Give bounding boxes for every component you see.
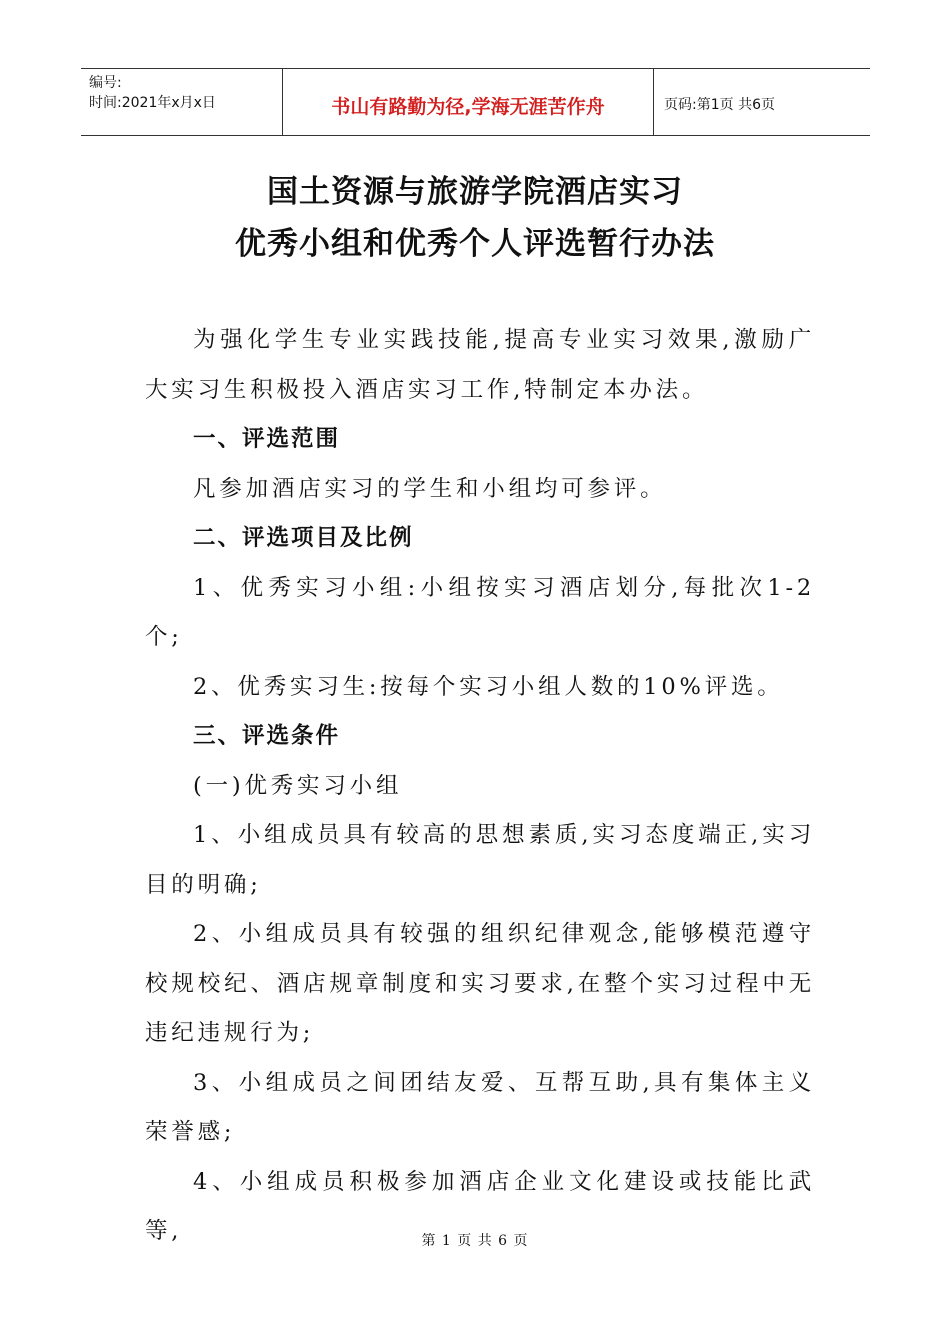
section-heading-items: 二、评选项目及比例	[193, 525, 414, 551]
header-page-info: 页码:第1页 共6页	[664, 97, 775, 113]
page-footer: 第 1 页 共 6 页	[421, 1233, 529, 1249]
intro-paragraph: 为强化学生专业实践技能,提高专业实习效果,激励广大实习生积极投入酒店实习工作,特制定本办法。	[145, 327, 815, 403]
document-title-line-2: 优秀小组和优秀个人评选暂行办法	[235, 226, 715, 262]
condition-paragraph-2: 2、小组成员具有较强的组织纪律观念,能够模范遵守校规校纪、酒店规章制度和实习要求,在整个实习过程中无违纪违规行为;	[145, 921, 815, 1046]
condition-paragraph-3: 3、小组成员之间团结友爱、互帮互助,具有集体主义荣誉感;	[145, 1069, 815, 1145]
scope-paragraph: 凡参加酒店实习的学生和小组均可参评。	[193, 475, 667, 502]
header-table	[81, 68, 870, 136]
document-body	[145, 316, 815, 1257]
header-motto: 书山有路勤为径,学海无涯苦作舟	[283, 69, 654, 135]
header-meta-cell	[81, 69, 283, 135]
items-paragraph-1: 1、优秀实习小组:小组按实习酒店划分,每批次1-2个;	[145, 574, 815, 650]
subsection-heading-group: (一)优秀实习小组	[193, 772, 403, 799]
section-heading-conditions: 三、评选条件	[193, 723, 341, 749]
document-title-line-1: 国土资源与旅游学院酒店实习	[267, 174, 683, 210]
section-heading-scope: 一、评选范围	[193, 426, 341, 452]
header-number-label: 编号:	[89, 75, 122, 91]
header-time-label: 时间:2021年x月x日	[89, 95, 216, 111]
items-paragraph-2: 2、优秀实习生:按每个实习小组人数的10%评选。	[193, 673, 784, 700]
condition-paragraph-4: 4、小组成员积极参加酒店企业文化建设或技能比武等,	[145, 1168, 815, 1244]
condition-paragraph-1: 1、小组成员具有较高的思想素质,实习态度端正,实习目的明确;	[145, 822, 815, 898]
